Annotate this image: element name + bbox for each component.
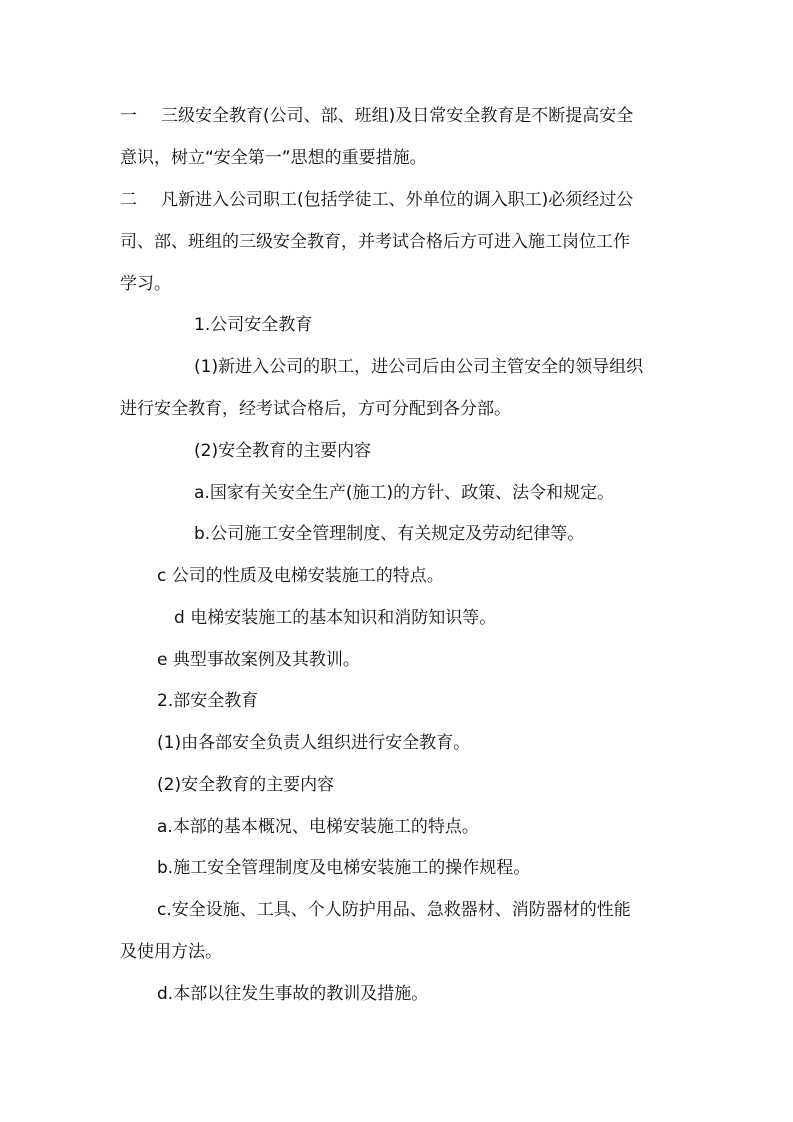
item-number: 一: [120, 106, 137, 126]
section-2-item-d: d.本部以往发生事故的教训及措施。: [157, 984, 429, 1004]
section-1-item-1-line-2: 进行安全教育，经考试合格后，方可分配到各分部。: [120, 399, 511, 419]
section-1-item-e: e 典型事故案例及其教训。: [157, 650, 360, 670]
section-2-item-a: a.本部的基本概况、电梯安装施工的特点。: [157, 817, 479, 837]
section-1-item-c: c 公司的性质及电梯安装施工的特点。: [157, 566, 444, 586]
item-text: 凡新进入公司职工(包括学徒工、外单位的调入职工)必须经过公: [161, 190, 634, 210]
section-1-item-b: b.公司施工安全管理制度、有关规定及劳动纪律等。: [194, 524, 585, 544]
paragraph-1-line-2: 意识，树立“安全第一”思想的重要措施。: [120, 148, 427, 168]
paragraph-2-line-1: [120, 188, 633, 212]
section-1-item-a: a.国家有关安全生产(施工)的方针、政策、法令和规定。: [194, 483, 615, 503]
item-number: 二: [120, 190, 137, 210]
section-2-item-c-line-2: 及使用方法。: [120, 942, 222, 962]
section-1-item-d: d 电梯安装施工的基本知识和消防知识等。: [174, 608, 497, 628]
section-2-item-b: b.施工安全管理制度及电梯安装施工的操作规程。: [157, 858, 531, 878]
item-text: 三级安全教育(公司、部、班组)及日常安全教育是不断提高安全: [161, 106, 634, 126]
section-2-item-c-line-1: c.安全设施、工具、个人防护用品、急救器材、消防器材的性能: [157, 900, 631, 920]
section-2-item-1: (1)由各部安全负责人组织进行安全教育。: [157, 733, 471, 753]
section-1-item-1-line-1: (1)新进入公司的职工，进公司后由公司主管安全的领导组织: [194, 357, 644, 377]
section-1-item-2: (2)安全教育的主要内容: [194, 441, 372, 461]
section-2-title: 2.部安全教育: [157, 691, 259, 711]
section-1-title: 1.公司安全教育: [194, 315, 313, 335]
paragraph-1-line-1: [120, 104, 633, 128]
paragraph-2-line-3: 学习。: [120, 274, 171, 294]
paragraph-2-line-2: 司、部、班组的三级安全教育，并考试合格后方可进入施工岗位工作: [120, 232, 630, 252]
section-2-item-2: (2)安全教育的主要内容: [157, 775, 335, 795]
